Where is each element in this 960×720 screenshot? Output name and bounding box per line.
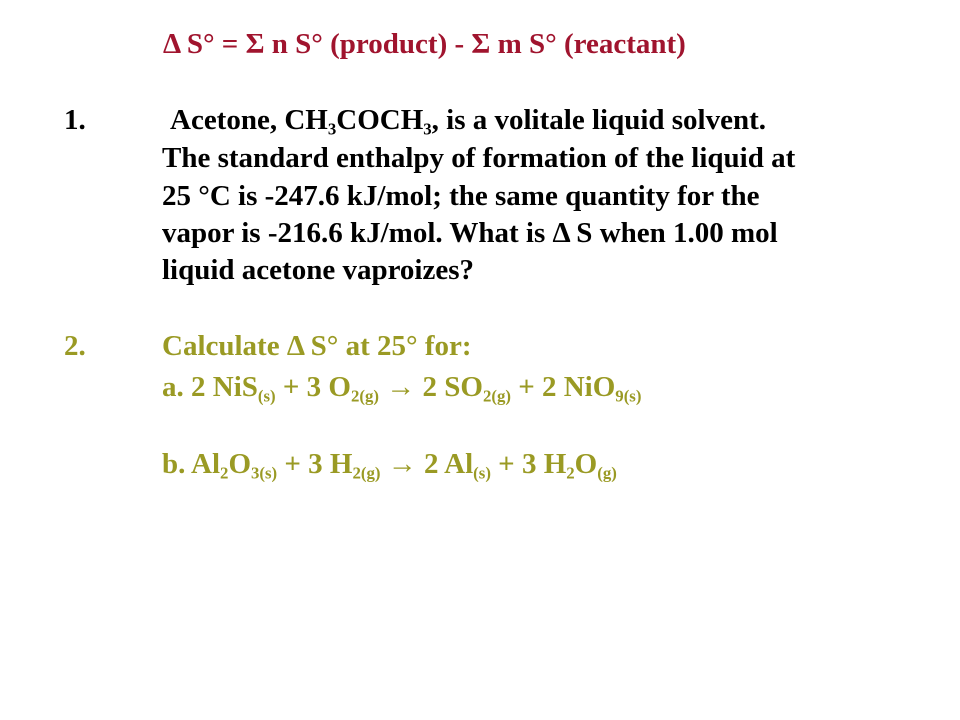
- problem-1-line-4: vapor is -216.6 kJ/mol. What is Δ S when 1.00 mol: [162, 217, 778, 249]
- problem-1-number: 1.: [64, 104, 86, 136]
- problem-2-number: 2.: [64, 330, 86, 362]
- problem-1-line-5: liquid acetone vaproizes?: [162, 254, 475, 286]
- entropy-formula: Δ S° = Σ n S° (product) - Σ m S° (reactant): [163, 28, 686, 60]
- problem-1-line-3: 25 °C is -247.6 kJ/mol; the same quantity for the: [162, 180, 760, 212]
- problem-1-line-2: The standard enthalpy of formation of the liquid at: [162, 142, 796, 174]
- problem-1-line-1: Acetone, $CH_3COCH_3$, is a volitale liquid solvent.: [170, 104, 767, 139]
- problem-2-heading: Calculate Δ S° at 25° for:: [162, 330, 472, 362]
- problem-2-part-b: b. $Al_2O_{3(s)} + 3$ $H_{2(g)} \to 2$ $Al_{(s)} + 3$ $H_2O_{(g)}$: [162, 448, 617, 483]
- problem-2-part-a: a. 2 NiS$_{(s)}$ + 3 $O_{2(g)} \to 2$ $SO_{2(g)} + 2$ NiO$_{9(s)}$: [162, 371, 642, 406]
